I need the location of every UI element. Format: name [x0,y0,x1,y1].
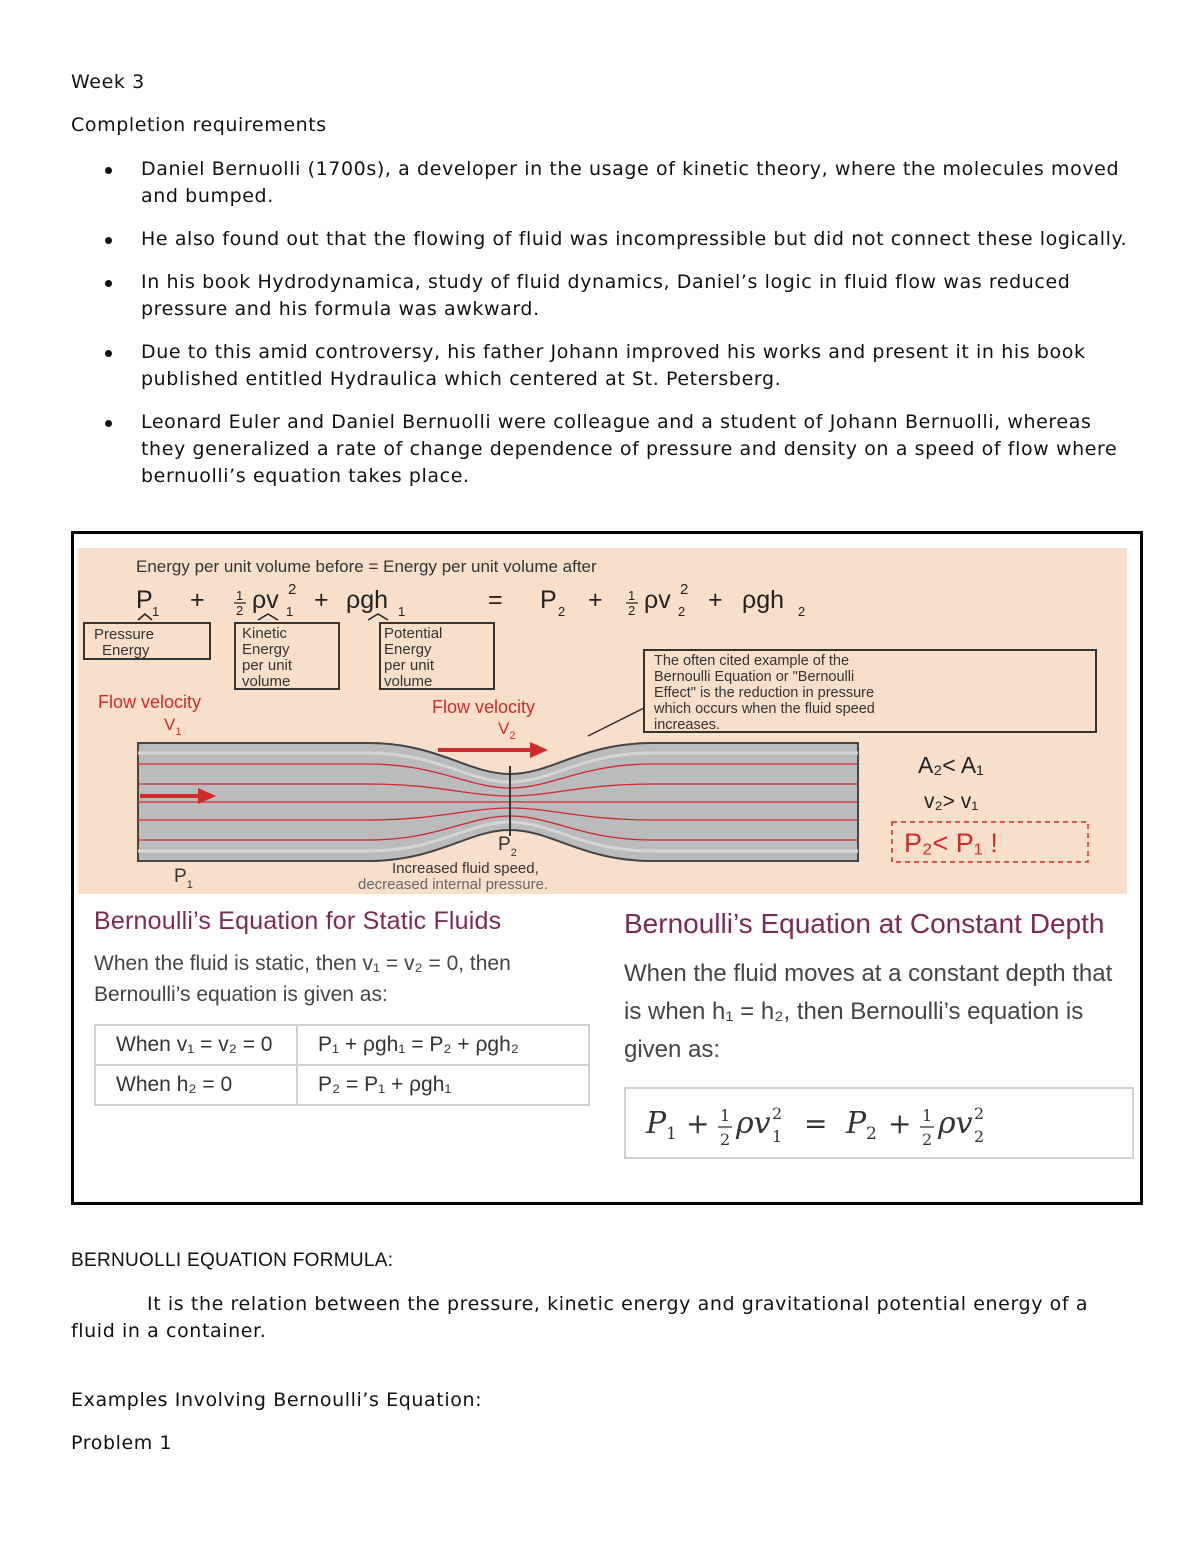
callout-text: which occurs when the fluid speed [654,701,875,717]
svg-text:2: 2 [720,1130,731,1149]
svg-text:=: = [804,1107,828,1140]
list-item [71,339,1131,393]
list-item [71,409,1131,490]
caption-line: Increased fluid speed, [392,860,539,877]
list-item [71,226,1131,253]
constant-depth-text: When the fluid moves at a constant depth that is when h₁ = h₂, then Bernoulli’s equation is given as: [624,960,1113,1063]
p1-label: $P_1$ [174,866,193,891]
table-cell: P₁ + ρgh₁ = P₂ + ρgh₂ [297,1025,589,1065]
potential-energy-label: Energy [384,641,432,658]
formula-text: It is the relation between the pressure, kinetic energy and gravitational potential energy of a fluid in a container. [71,1293,1089,1342]
caption-line: decreased internal pressure. [358,876,549,893]
callout-text: Effect" is the reduction in pressure [654,685,875,701]
svg-text:ρv: ρv [736,1106,771,1141]
bullet-list [71,156,1131,506]
bullet-icon [105,237,112,244]
svg-text:2: 2 [678,604,686,619]
svg-text:2: 2 [288,581,297,598]
svg-text:2: 2 [798,604,806,619]
svg-text:1: 1 [922,1106,933,1125]
potential-energy-label: volume [384,673,433,690]
potential-energy-label: per unit [384,657,435,674]
svg-text:2: 2 [974,1104,985,1123]
svg-text:2: 2 [866,1124,877,1144]
svg-text:2: 2 [922,1130,933,1149]
list-item-text: Leonard Euler and Daniel Bernuolli were colleague and a student of Johann Bernuolli, whereas they generalized a rate of change dependence of pressure and density on a speed of flow where bernuolli’s equation takes place. [141,411,1118,487]
svg-text:2: 2 [236,603,244,618]
potential-energy-label: Potential [384,625,443,642]
area-relation: A₂< A₁ [918,752,984,778]
svg-text:ρv: ρv [252,586,279,614]
svg-text:1: 1 [236,588,244,603]
venturi-diagram [78,548,1127,894]
table-cell: P₂ = P₁ + ρgh₁ [297,1065,589,1105]
problem-label: Problem 1 [71,1432,173,1454]
svg-text:1: 1 [286,604,294,619]
svg-text:1: 1 [720,1106,731,1125]
static-fluids-table [94,1024,590,1106]
formula-paragraph [71,1291,1131,1345]
svg-text:2: 2 [680,581,689,598]
svg-text:ρv: ρv [938,1106,973,1141]
svg-text:+: + [190,586,205,614]
svg-text:+: + [708,586,723,614]
diagram-heading: Energy per unit volume before = Energy per unit volume after [136,557,597,576]
bullet-icon [105,280,112,287]
formula-heading: BERNUOLLI EQUATION FORMULA: [71,1250,394,1271]
callout-text: The often cited example of the [654,653,850,669]
list-item [71,269,1131,323]
svg-text:+: + [888,1107,912,1140]
flow-velocity-1-label: Flow velocity [98,692,202,712]
constant-depth-equation-box [624,1087,1134,1159]
svg-text:2: 2 [628,603,636,618]
static-fluids-section [94,906,594,1106]
table-cell: When h₂ = 0 [95,1065,297,1105]
week-heading: Week 3 [71,71,145,93]
svg-text:1: 1 [152,604,160,619]
kinetic-energy-label: per unit [242,657,293,674]
pressure-energy-label: Pressure [94,626,155,643]
table-row [95,1065,589,1105]
list-item [71,156,1131,210]
v1-symbol: $V_1$ [164,715,182,738]
svg-text:P: P [646,1106,667,1141]
svg-text:P: P [540,586,557,614]
flow-velocity-2-label: Flow velocity [432,697,536,717]
bullet-icon [105,420,112,427]
static-fluids-title: Bernoulli’s Equation for Static Fluids [94,907,502,935]
list-item-text: Due to this amid controversy, his father Johann improved his works and present it in his book published entitled Hydraulica which centered at St. Petersberg. [141,341,1086,390]
v2-symbol: $V_2$ [498,719,516,742]
list-item-text: He also found out that the flowing of fluid was incompressible but did not connect these logically. [141,228,1128,250]
svg-text:ρv: ρv [644,586,671,614]
svg-text:1: 1 [628,588,636,603]
callout-text: increases. [654,717,721,733]
kinetic-energy-label: Energy [242,641,290,658]
svg-text:2: 2 [974,1127,985,1146]
svg-text:1: 1 [398,604,406,619]
svg-text:+: + [686,1107,710,1140]
constant-depth-equation [626,1089,1132,1157]
svg-text:2: 2 [558,604,566,619]
static-fluids-text: When the fluid is static, then v₁ = v₂ = 0, then Bernoulli’s equation is given as: [94,952,511,1006]
svg-text:2: 2 [772,1104,783,1123]
svg-text:ρgh: ρgh [742,586,785,614]
callout-text: Bernoulli Equation or "Bernoulli [654,669,855,685]
kinetic-energy-label: Kinetic [242,625,288,642]
svg-text:+: + [588,586,603,614]
svg-text:1: 1 [772,1127,783,1146]
bernoulli-figure [71,531,1143,1205]
pressure-relation: P₂< P₁ ! [904,828,998,858]
svg-text:P: P [136,586,153,614]
kinetic-energy-label: volume [242,673,291,690]
examples-heading: Examples Involving Bernoulli’s Equation: [71,1389,483,1411]
svg-text:=: = [488,586,503,614]
list-item-text: In his book Hydrodynamica, study of fluid dynamics, Daniel’s logic in fluid flow was reduced pressure and his formula was awkward. [141,271,1071,320]
p2-label: $P_2$ [498,834,517,859]
table-cell: When v₁ = v₂ = 0 [95,1025,297,1065]
svg-text:ρgh: ρgh [346,586,389,614]
svg-text:P: P [846,1106,867,1141]
constant-depth-title: Bernoulli’s Equation at Constant Depth [624,908,1105,939]
list-item-text: Daniel Bernuolli (1700s), a developer in the usage of kinetic theory, where the molecules moved and bumped. [141,158,1120,207]
velocity-relation: v₂> v₁ [924,790,979,813]
pressure-energy-label: Energy [102,642,150,659]
completion-requirements: Completion requirements [71,114,327,136]
bullet-icon [105,350,112,357]
svg-text:+: + [314,586,329,614]
constant-depth-section [624,906,1136,1159]
bullet-icon [105,167,112,174]
table-row [95,1025,589,1065]
svg-text:1: 1 [666,1124,677,1144]
